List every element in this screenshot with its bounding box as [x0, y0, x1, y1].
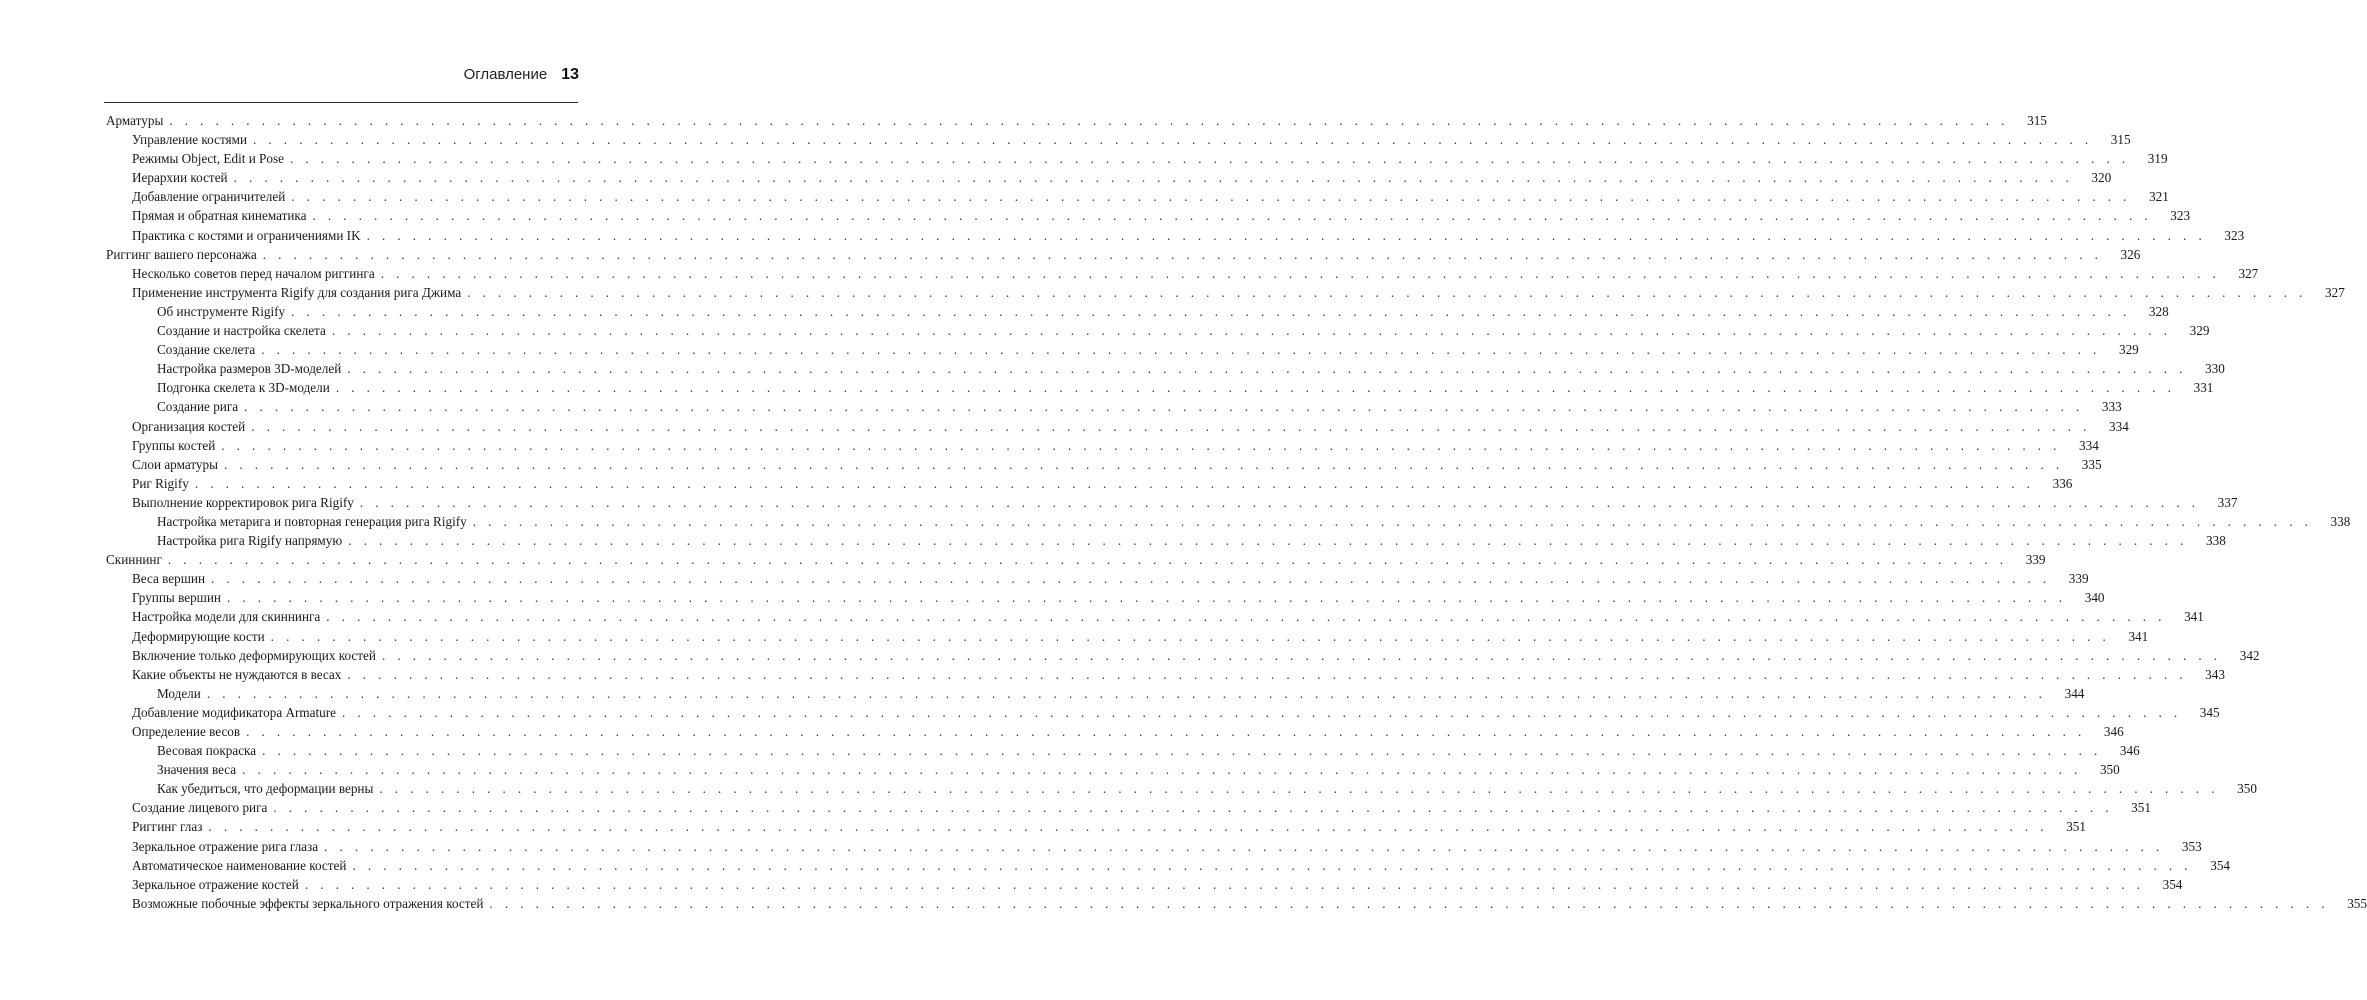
dot-leader: . . . . . . . . . . . . . . . . . . . . . . . . . . . . . . . . . . . . . . . . . . . . . . . . . . . . . . . . . . . . . . . . . . . . . . . . . . . . . . . . . . . . . . . . . . . . . . . . . . . . . . . . . . . . . . . . . . . . . . . . — [347, 361, 2187, 377]
toc-entry-title: Настройка размеров 3D-моделей — [157, 361, 342, 377]
toc-entry-page: 351 — [2131, 800, 2151, 816]
dot-leader: . . . . . . . . . . . . . . . . . . . . . . . . . . . . . . . . . . . . . . . . . . . . . . . . . . . . . . . . . . . . . . . . . . . . . . . . . . . . . . . . . . . . . . . . . . . . . . . . . . . . . . . . . . . . . . . . . . . . . . . . — [194, 475, 2035, 491]
toc-entry-page: 333 — [2101, 399, 2122, 415]
toc-entry[interactable] — [106, 512, 2351, 531]
dot-leader: . . . . . . . . . . . . . . . . . . . . . . . . . . . . . . . . . . . . . . . . . . . . . . . . . . . . . . . . . . . . . . . . . . . . . . . . . . . . . . . . . . . . . . . . . . . . . . . . . . . . . . . . . . . . . . . . . . . . . . . . — [246, 724, 2086, 739]
toc-entry-page: 336 — [2052, 475, 2073, 491]
toc-entry-title: Риггинг вашего персонажа — [106, 246, 257, 262]
toc-entry[interactable] — [106, 111, 2047, 130]
toc-entry[interactable] — [106, 264, 2259, 283]
toc-entry-page: 334 — [2079, 437, 2099, 453]
dot-leader: . . . . . . . . . . . . . . . . . . . . . . . . . . . . . . . . . . . . . . . . . . . . . . . . . . . . . . . . . . . . . . . . . . . . . . . . . . . . . . . . . . . . . . . . . . . . . . . . . . . . . . . . . . . . . . . . . . . . . . . . — [291, 303, 2131, 319]
toc-entry-page: 334 — [2109, 418, 2129, 434]
toc-entry-page: 319 — [2147, 151, 2168, 167]
toc-entry[interactable] — [106, 607, 2204, 626]
toc-entry-page: 338 — [2206, 533, 2226, 549]
toc-entry-title: Режимы Object, Edit и Pose — [132, 151, 284, 167]
toc-entry[interactable] — [106, 646, 2260, 665]
toc-entry-title: Риггинг глаз — [132, 819, 203, 835]
toc-entry-page: 350 — [2237, 781, 2257, 797]
toc-entry-title: Создание скелета — [157, 342, 256, 358]
toc-entry[interactable] — [106, 283, 2345, 302]
dot-leader: . . . . . . . . . . . . . . . . . . . . . . . . . . . . . . . . . . . . . . . . . . . . . . . . . . . . . . . . . . . . . . . . . . . . . . . . . . . . . . . . . . . . . . . . . . . . . . . . . . . . . . . . . . . . . . . . . . . . . . . . — [167, 552, 2008, 568]
toc-entry-title: Иерархии костей — [132, 170, 228, 186]
toc-entry-page: 327 — [2325, 284, 2345, 300]
toc-entry-title: Добавление модификатора Armature — [132, 704, 337, 720]
running-head — [464, 66, 579, 84]
dot-leader: . . . . . . . . . . . . . . . . . . . . . . . . . . . . . . . . . . . . . . . . . . . . . . . . . . . . . . . . . . . . . . . . . . . . . . . . . . . . . . . . . . . . . . . . . . . . . . . . . . . . . . . . . . . . . . . . . . . . . . . . — [270, 628, 2111, 644]
toc-entry-title: Создание лицевого рига — [132, 800, 268, 816]
toc-entry-title: Автоматическое наименование костей — [132, 857, 347, 873]
dot-leader: . . . . . . . . . . . . . . . . . . . . . . . . . . . . . . . . . . . . . . . . . . . . . . . . . . . . . . . . . . . . . . . . . . . . . . . . . . . . . . . . . . . . . . . . . . . . . . . . . . . . . . . . . . . . . . . . . . . . . . . . — [331, 323, 2172, 339]
toc-entry-title: Организация костей — [132, 418, 246, 434]
toc-entry-title: Зеркальное отражение рига глаза — [132, 838, 319, 854]
toc-entry-page: 323 — [2170, 208, 2191, 224]
toc-entry-title: Несколько советов перед началом риггинга — [132, 265, 375, 281]
toc-entry-title: Настройка метарига и повторная генерация рига Rigify — [157, 513, 467, 529]
toc-entry-page: 339 — [2068, 571, 2089, 587]
toc-entry-page: 341 — [2128, 628, 2149, 644]
toc-entry[interactable] — [106, 149, 2168, 168]
toc-entry[interactable] — [106, 531, 2226, 550]
toc-entry-page: 337 — [2217, 494, 2238, 510]
toc-entry-page: 350 — [2099, 762, 2120, 778]
toc-entry-title: Риг Rigify — [132, 475, 189, 491]
toc-entry-title: Веса вершин — [132, 571, 206, 587]
toc-entry-page: 342 — [2239, 647, 2260, 663]
toc-entry-page: 346 — [2103, 724, 2124, 739]
toc-entry-title: Какие объекты не нуждаются в весах — [132, 666, 342, 682]
dot-leader: . . . . . . . . . . . . . . . . . . . . . . . . . . . . . . . . . . . . . . . . . . . . . . . . . . . . . . . . . . . . . . . . . . . . . . . . . . . . . . . . . . . . . . . . . . . . . . . . . . . . . . . . . . . . . . . . . . . . . . . . — [242, 762, 2082, 778]
toc-entry-page: 355 — [2347, 895, 2367, 911]
toc-entry-title: Добавление ограничителей — [132, 189, 286, 205]
dot-leader: . . . . . . . . . . . . . . . . . . . . . . . . . . . . . . . . . . . . . . . . . . . . . . . . . . . . . . . . . . . . . . . . . . . . . . . . . . . . . . . . . . . . . . . . . . . . . . . . . . . . . . . . . . . . . . . . . . . . . . . . — [244, 399, 2084, 415]
toc-entry-page: 329 — [2118, 342, 2139, 358]
toc-entry[interactable] — [106, 436, 2099, 455]
toc-entry-title: Выполнение корректировок рига Rigify — [132, 494, 354, 510]
toc-entry-title: Практика с костями и ограничениями IK — [132, 227, 361, 243]
dot-leader: . . . . . . . . . . . . . . . . . . . . . . . . . . . . . . . . . . . . . . . . . . . . . . . . . . . . . . . . . . . . . . . . . . . . . . . . . . . . . . . . . . . . . . . . . . . . . . . . . . . . . . . . . . . . . . . . . . . . . . . . — [291, 189, 2131, 205]
dot-leader: . . . . . . . . . . . . . . . . . . . . . . . . . . . . . . . . . . . . . . . . . . . . . . . . . . . . . . . . . . . . . . . . . . . . . . . . . . . . . . . . . . . . . . . . . . . . . . . . . . . . . . . . . . . . . . . . . . . . . . . . — [226, 590, 2067, 606]
toc-entry-page: 351 — [2066, 819, 2086, 835]
dot-leader: . . . . . . . . . . . . . . . . . . . . . . . . . . . . . . . . . . . . . . . . . . . . . . . . . . . . . . . . . . . . . . . . . . . . . . . . . . . . . . . . . . . . . . . . . . . . . . . . . . . . . . . . . . . . . . . . . . . . . . . . — [262, 246, 2103, 262]
toc-entry[interactable] — [106, 417, 2129, 436]
toc-entry[interactable] — [106, 340, 2139, 359]
toc-entry-page: 320 — [2091, 170, 2112, 186]
toc-entry[interactable] — [106, 168, 2112, 187]
toc-entry[interactable] — [106, 455, 2102, 474]
dot-leader: . . . . . . . . . . . . . . . . . . . . . . . . . . . . . . . . . . . . . . . . . . . . . . . . . . . . . . . . . . . . . . . . . . . . . . . . . . . . . . . . . . . . . . . . . . . . . . . . . . . . . . . . . . . . . . . . . . . . . . . . — [304, 876, 2145, 892]
toc-entry-page: 345 — [2199, 704, 2220, 720]
toc-entry[interactable] — [106, 703, 2220, 722]
dot-leader: . . . . . . . . . . . . . . . . . . . . . . . . . . . . . . . . . . . . . . . . . . . . . . . . . . . . . . . . . . . . . . . . . . . . . . . . . . . . . . . . . . . . . . . . . . . . . . . . . . . . . . . . . . . . . . . . . . . . . . . . — [489, 895, 2329, 911]
dot-leader: . . . . . . . . . . . . . . . . . . . . . . . . . . . . . . . . . . . . . . . . . . . . . . . . . . . . . . . . . . . . . . . . . . . . . . . . . . . . . . . . . . . . . . . . . . . . . . . . . . . . . . . . . . . . . . . . . . . . . . . . — [342, 704, 2182, 720]
toc-entry-title: Скиннинг — [106, 552, 162, 568]
toc-entry[interactable] — [106, 321, 2210, 340]
dot-leader: . . . . . . . . . . . . . . . . . . . . . . . . . . . . . . . . . . . . . . . . . . . . . . . . . . . . . . . . . . . . . . . . . . . . . . . . . . . . . . . . . . . . . . . . . . . . . . . . . . . . . . . . . . . . . . . . . . . . . . . . — [253, 132, 2093, 148]
toc-entry[interactable] — [106, 875, 2183, 894]
toc-entry-title: Модели — [157, 685, 201, 701]
toc-entry[interactable] — [106, 665, 2225, 684]
dot-leader: . . . . . . . . . . . . . . . . . . . . . . . . . . . . . . . . . . . . . . . . . . . . . . . . . . . . . . . . . . . . . . . . . . . . . . . . . . . . . . . . . . . . . . . . . . . . . . . . . . . . . . . . . . . . . . . . . . . . . . . . — [251, 418, 2091, 434]
dot-leader: . . . . . . . . . . . . . . . . . . . . . . . . . . . . . . . . . . . . . . . . . . . . . . . . . . . . . . . . . . . . . . . . . . . . . . . . . . . . . . . . . . . . . . . . . . . . . . . . . . . . . . . . . . . . . . . . . . . . . . . . — [289, 151, 2130, 167]
toc-entry-page: 341 — [2184, 609, 2204, 625]
dot-leader: . . . . . . . . . . . . . . . . . . . . . . . . . . . . . . . . . . . . . . . . . . . . . . . . . . . . . . . . . . . . . . . . . . . . . . . . . . . . . . . . . . . . . . . . . . . . . . . . . . . . . . . . . . . . . . . . . . . . . . . . — [233, 170, 2074, 186]
toc-entry-page: 330 — [2205, 361, 2225, 377]
toc-entry[interactable] — [106, 493, 2238, 512]
running-head-page-number: 13 — [561, 66, 579, 83]
toc-entry-page: 354 — [2210, 857, 2230, 873]
toc-entry[interactable] — [106, 378, 2214, 397]
dot-leader: . . . . . . . . . . . . . . . . . . . . . . . . . . . . . . . . . . . . . . . . . . . . . . . . . . . . . . . . . . . . . . . . . . . . . . . . . . . . . . . . . . . . . . . . . . . . . . . . . . . . . . . . . . . . . . . . . . . . . . . . — [324, 838, 2164, 854]
toc-entry-page: 344 — [2064, 685, 2085, 701]
toc-entry-title: Управление костями — [132, 132, 248, 148]
toc-entry-page: 327 — [2238, 265, 2259, 281]
toc-entry-title: Настройка рига Rigify напрямую — [157, 533, 343, 549]
toc-entry-title: Деформирующие кости — [132, 628, 265, 644]
dot-leader: . . . . . . . . . . . . . . . . . . . . . . . . . . . . . . . . . . . . . . . . . . . . . . . . . . . . . . . . . . . . . . . . . . . . . . . . . . . . . . . . . . . . . . . . . . . . . . . . . . . . . . . . . . . . . . . . . . . . . . . . — [380, 265, 2221, 281]
toc-entry-page: 343 — [2205, 666, 2225, 682]
dot-leader: . . . . . . . . . . . . . . . . . . . . . . . . . . . . . . . . . . . . . . . . . . . . . . . . . . . . . . . . . . . . . . . . . . . . . . . . . . . . . . . . . . . . . . . . . . . . . . . . . . . . . . . . . . . . . . . . . . . . . . . . — [335, 380, 2176, 396]
toc-entry-title: Создание и настройка скелета — [157, 323, 326, 339]
toc-entry[interactable] — [106, 187, 2169, 206]
toc-entry-page: 321 — [2149, 189, 2169, 205]
toc-entry[interactable] — [106, 856, 2230, 875]
toc-entry[interactable] — [106, 627, 2149, 646]
dot-leader: . . . . . . . . . . . . . . . . . . . . . . . . . . . . . . . . . . . . . . . . . . . . . . . . . . . . . . . . . . . . . . . . . . . . . . . . . . . . . . . . . . . . . . . . . . . . . . . . . . . . . . . . . . . . . . . . . . . . . . . . — [211, 571, 2051, 587]
table-of-contents — [106, 111, 2367, 913]
toc-entry-title: Группы костей — [132, 437, 216, 453]
dot-leader: . . . . . . . . . . . . . . . . . . . . . . . . . . . . . . . . . . . . . . . . . . . . . . . . . . . . . . . . . . . . . . . . . . . . . . . . . . . . . . . . . . . . . . . . . . . . . . . . . . . . . . . . . . . . . . . . . . . . . . . . — [262, 743, 2102, 759]
dot-leader: . . . . . . . . . . . . . . . . . . . . . . . . . . . . . . . . . . . . . . . . . . . . . . . . . . . . . . . . . . . . . . . . . . . . . . . . . . . . . . . . . . . . . . . . . . . . . . . . . . . . . . . . . . . . . . . . . . . . . . . . — [223, 456, 2064, 472]
toc-entry-page: 354 — [2162, 876, 2183, 892]
toc-entry[interactable] — [106, 760, 2120, 779]
toc-entry-title: Значения веса — [157, 762, 237, 778]
dot-leader: . . . . . . . . . . . . . . . . . . . . . . . . . . . . . . . . . . . . . . . . . . . . . . . . . . . . . . . . . . . . . . . . . . . . . . . . . . . . . . . . . . . . . . . . . . . . . . . . . . . . . . . . . . . . . . . . . . . . . . . . — [169, 113, 2009, 128]
toc-entry[interactable] — [106, 130, 2131, 149]
toc-entry[interactable] — [106, 837, 2202, 856]
toc-entry-title: Слои арматуры — [132, 456, 218, 472]
toc-entry[interactable] — [106, 226, 2245, 245]
toc-entry-title: Создание рига — [157, 399, 239, 415]
toc-entry-page: 323 — [2224, 227, 2245, 243]
toc-entry-page: 335 — [2081, 456, 2102, 472]
toc-entry-title: Об инструменте Rigify — [157, 303, 286, 319]
dot-leader: . . . . . . . . . . . . . . . . . . . . . . . . . . . . . . . . . . . . . . . . . . . . . . . . . . . . . . . . . . . . . . . . . . . . . . . . . . . . . . . . . . . . . . . . . . . . . . . . . . . . . . . . . . . . . . . . . . . . . . . . — [381, 647, 2222, 663]
toc-entry-title: Как убедиться, что деформации верны — [157, 781, 374, 797]
toc-entry-page: 329 — [2189, 323, 2210, 339]
toc-entry-page: 331 — [2193, 380, 2214, 396]
toc-entry-page: 340 — [2084, 590, 2105, 606]
dot-leader: . . . . . . . . . . . . . . . . . . . . . . . . . . . . . . . . . . . . . . . . . . . . . . . . . . . . . . . . . . . . . . . . . . . . . . . . . . . . . . . . . . . . . . . . . . . . . . . . . . . . . . . . . . . . . . . . . . . . . . . . — [208, 819, 2048, 835]
toc-entry[interactable] — [106, 569, 2089, 588]
toc-entry-title: Применение инструмента Rigify для создания рига Джима — [132, 284, 462, 300]
dot-leader: . . . . . . . . . . . . . . . . . . . . . . . . . . . . . . . . . . . . . . . . . . . . . . . . . . . . . . . . . . . . . . . . . . . . . . . . . . . . . . . . . . . . . . . . . . . . . . . . . . . . . . . . . . . . . . . . . . . . . . . . — [273, 800, 2113, 816]
toc-entry-title: Включение только деформирующих костей — [132, 647, 376, 663]
toc-entry[interactable] — [106, 550, 2046, 569]
toc-entry-title: Весовая покраска — [157, 743, 257, 759]
toc-entry[interactable] — [106, 397, 2122, 416]
dot-leader: . . . . . . . . . . . . . . . . . . . . . . . . . . . . . . . . . . . . . . . . . . . . . . . . . . . . . . . . . . . . . . . . . . . . . . . . . . . . . . . . . . . . . . . . . . . . . . . . . . . . . . . . . . . . . . . . . . . . . . . . — [366, 227, 2207, 243]
running-head-section-title: Оглавление — [463, 66, 548, 83]
toc-entry[interactable] — [106, 779, 2257, 798]
toc-entry[interactable] — [106, 894, 2367, 913]
toc-entry-page: 326 — [2120, 246, 2141, 262]
toc-entry-title: Зеркальное отражение костей — [132, 876, 299, 892]
toc-entry-page: 353 — [2181, 838, 2202, 854]
dot-leader: . . . . . . . . . . . . . . . . . . . . . . . . . . . . . . . . . . . . . . . . . . . . . . . . . . . . . . . . . . . . . . . . . . . . . . . . . . . . . . . . . . . . . . . . . . . . . . . . . . . . . . . . . . . . . . . . . . . . . . . . — [352, 857, 2192, 873]
toc-entry-page: 346 — [2119, 743, 2140, 759]
toc-entry-title: Возможные побочные эффекты зеркального отражения костей — [132, 895, 484, 911]
toc-entry[interactable] — [106, 245, 2141, 264]
dot-leader: . . . . . . . . . . . . . . . . . . . . . . . . . . . . . . . . . . . . . . . . . . . . . . . . . . . . . . . . . . . . . . . . . . . . . . . . . . . . . . . . . . . . . . . . . . . . . . . . . . . . . . . . . . . . . . . . . . . . . . . . — [472, 513, 2313, 529]
dot-leader: . . . . . . . . . . . . . . . . . . . . . . . . . . . . . . . . . . . . . . . . . . . . . . . . . . . . . . . . . . . . . . . . . . . . . . . . . . . . . . . . . . . . . . . . . . . . . . . . . . . . . . . . . . . . . . . . . . . . . . . . — [467, 284, 2307, 300]
toc-entry[interactable] — [106, 684, 2085, 703]
dot-leader: . . . . . . . . . . . . . . . . . . . . . . . . . . . . . . . . . . . . . . . . . . . . . . . . . . . . . . . . . . . . . . . . . . . . . . . . . . . . . . . . . . . . . . . . . . . . . . . . . . . . . . . . . . . . . . . . . . . . . . . . — [347, 666, 2187, 682]
toc-entry-page: 315 — [2110, 132, 2131, 148]
toc-entry[interactable] — [106, 722, 2124, 741]
toc-entry-title: Прямая и обратная кинематика — [132, 208, 307, 224]
toc-entry[interactable] — [106, 359, 2225, 378]
toc-entry-page: 315 — [2027, 113, 2047, 128]
toc-entry-title: Подгонка скелета к 3D-модели — [157, 380, 330, 396]
dot-leader: . . . . . . . . . . . . . . . . . . . . . . . . . . . . . . . . . . . . . . . . . . . . . . . . . . . . . . . . . . . . . . . . . . . . . . . . . . . . . . . . . . . . . . . . . . . . . . . . . . . . . . . . . . . . . . . . . . . . . . . . — [312, 208, 2153, 224]
dot-leader: . . . . . . . . . . . . . . . . . . . . . . . . . . . . . . . . . . . . . . . . . . . . . . . . . . . . . . . . . . . . . . . . . . . . . . . . . . . . . . . . . . . . . . . . . . . . . . . . . . . . . . . . . . . . . . . . . . . . . . . . — [221, 437, 2061, 453]
toc-entry-page: 339 — [2025, 552, 2046, 568]
toc-entry-title: Определение весов — [132, 724, 241, 739]
dot-leader: . . . . . . . . . . . . . . . . . . . . . . . . . . . . . . . . . . . . . . . . . . . . . . . . . . . . . . . . . . . . . . . . . . . . . . . . . . . . . . . . . . . . . . . . . . . . . . . . . . . . . . . . . . . . . . . . . . . . . . . . — [261, 342, 2101, 358]
header-rule — [104, 102, 578, 103]
dot-leader: . . . . . . . . . . . . . . . . . . . . . . . . . . . . . . . . . . . . . . . . . . . . . . . . . . . . . . . . . . . . . . . . . . . . . . . . . . . . . . . . . . . . . . . . . . . . . . . . . . . . . . . . . . . . . . . . . . . . . . . . — [326, 609, 2166, 625]
dot-leader: . . . . . . . . . . . . . . . . . . . . . . . . . . . . . . . . . . . . . . . . . . . . . . . . . . . . . . . . . . . . . . . . . . . . . . . . . . . . . . . . . . . . . . . . . . . . . . . . . . . . . . . . . . . . . . . . . . . . . . . . — [359, 494, 2200, 510]
toc-entry[interactable] — [106, 302, 2169, 321]
dot-leader: . . . . . . . . . . . . . . . . . . . . . . . . . . . . . . . . . . . . . . . . . . . . . . . . . . . . . . . . . . . . . . . . . . . . . . . . . . . . . . . . . . . . . . . . . . . . . . . . . . . . . . . . . . . . . . . . . . . . . . . . — [379, 781, 2219, 797]
toc-entry-title: Группы вершин — [132, 590, 221, 606]
toc-entry[interactable] — [106, 798, 2151, 817]
toc-entry-page: 328 — [2148, 303, 2169, 319]
toc-entry-title: Настройка модели для скиннинга — [132, 609, 321, 625]
toc-entry-title: Арматуры — [106, 113, 164, 128]
toc-entry[interactable] — [106, 741, 2140, 760]
toc-entry[interactable] — [106, 206, 2191, 225]
toc-entry[interactable] — [106, 474, 2073, 493]
dot-leader: . . . . . . . . . . . . . . . . . . . . . . . . . . . . . . . . . . . . . . . . . . . . . . . . . . . . . . . . . . . . . . . . . . . . . . . . . . . . . . . . . . . . . . . . . . . . . . . . . . . . . . . . . . . . . . . . . . . . . . . . — [348, 533, 2188, 549]
dot-leader: . . . . . . . . . . . . . . . . . . . . . . . . . . . . . . . . . . . . . . . . . . . . . . . . . . . . . . . . . . . . . . . . . . . . . . . . . . . . . . . . . . . . . . . . . . . . . . . . . . . . . . . . . . . . . . . . . . . . . . . . — [206, 685, 2047, 701]
toc-entry-page: 338 — [2330, 513, 2351, 529]
toc-entry[interactable] — [106, 817, 2086, 836]
toc-entry[interactable] — [106, 588, 2105, 607]
